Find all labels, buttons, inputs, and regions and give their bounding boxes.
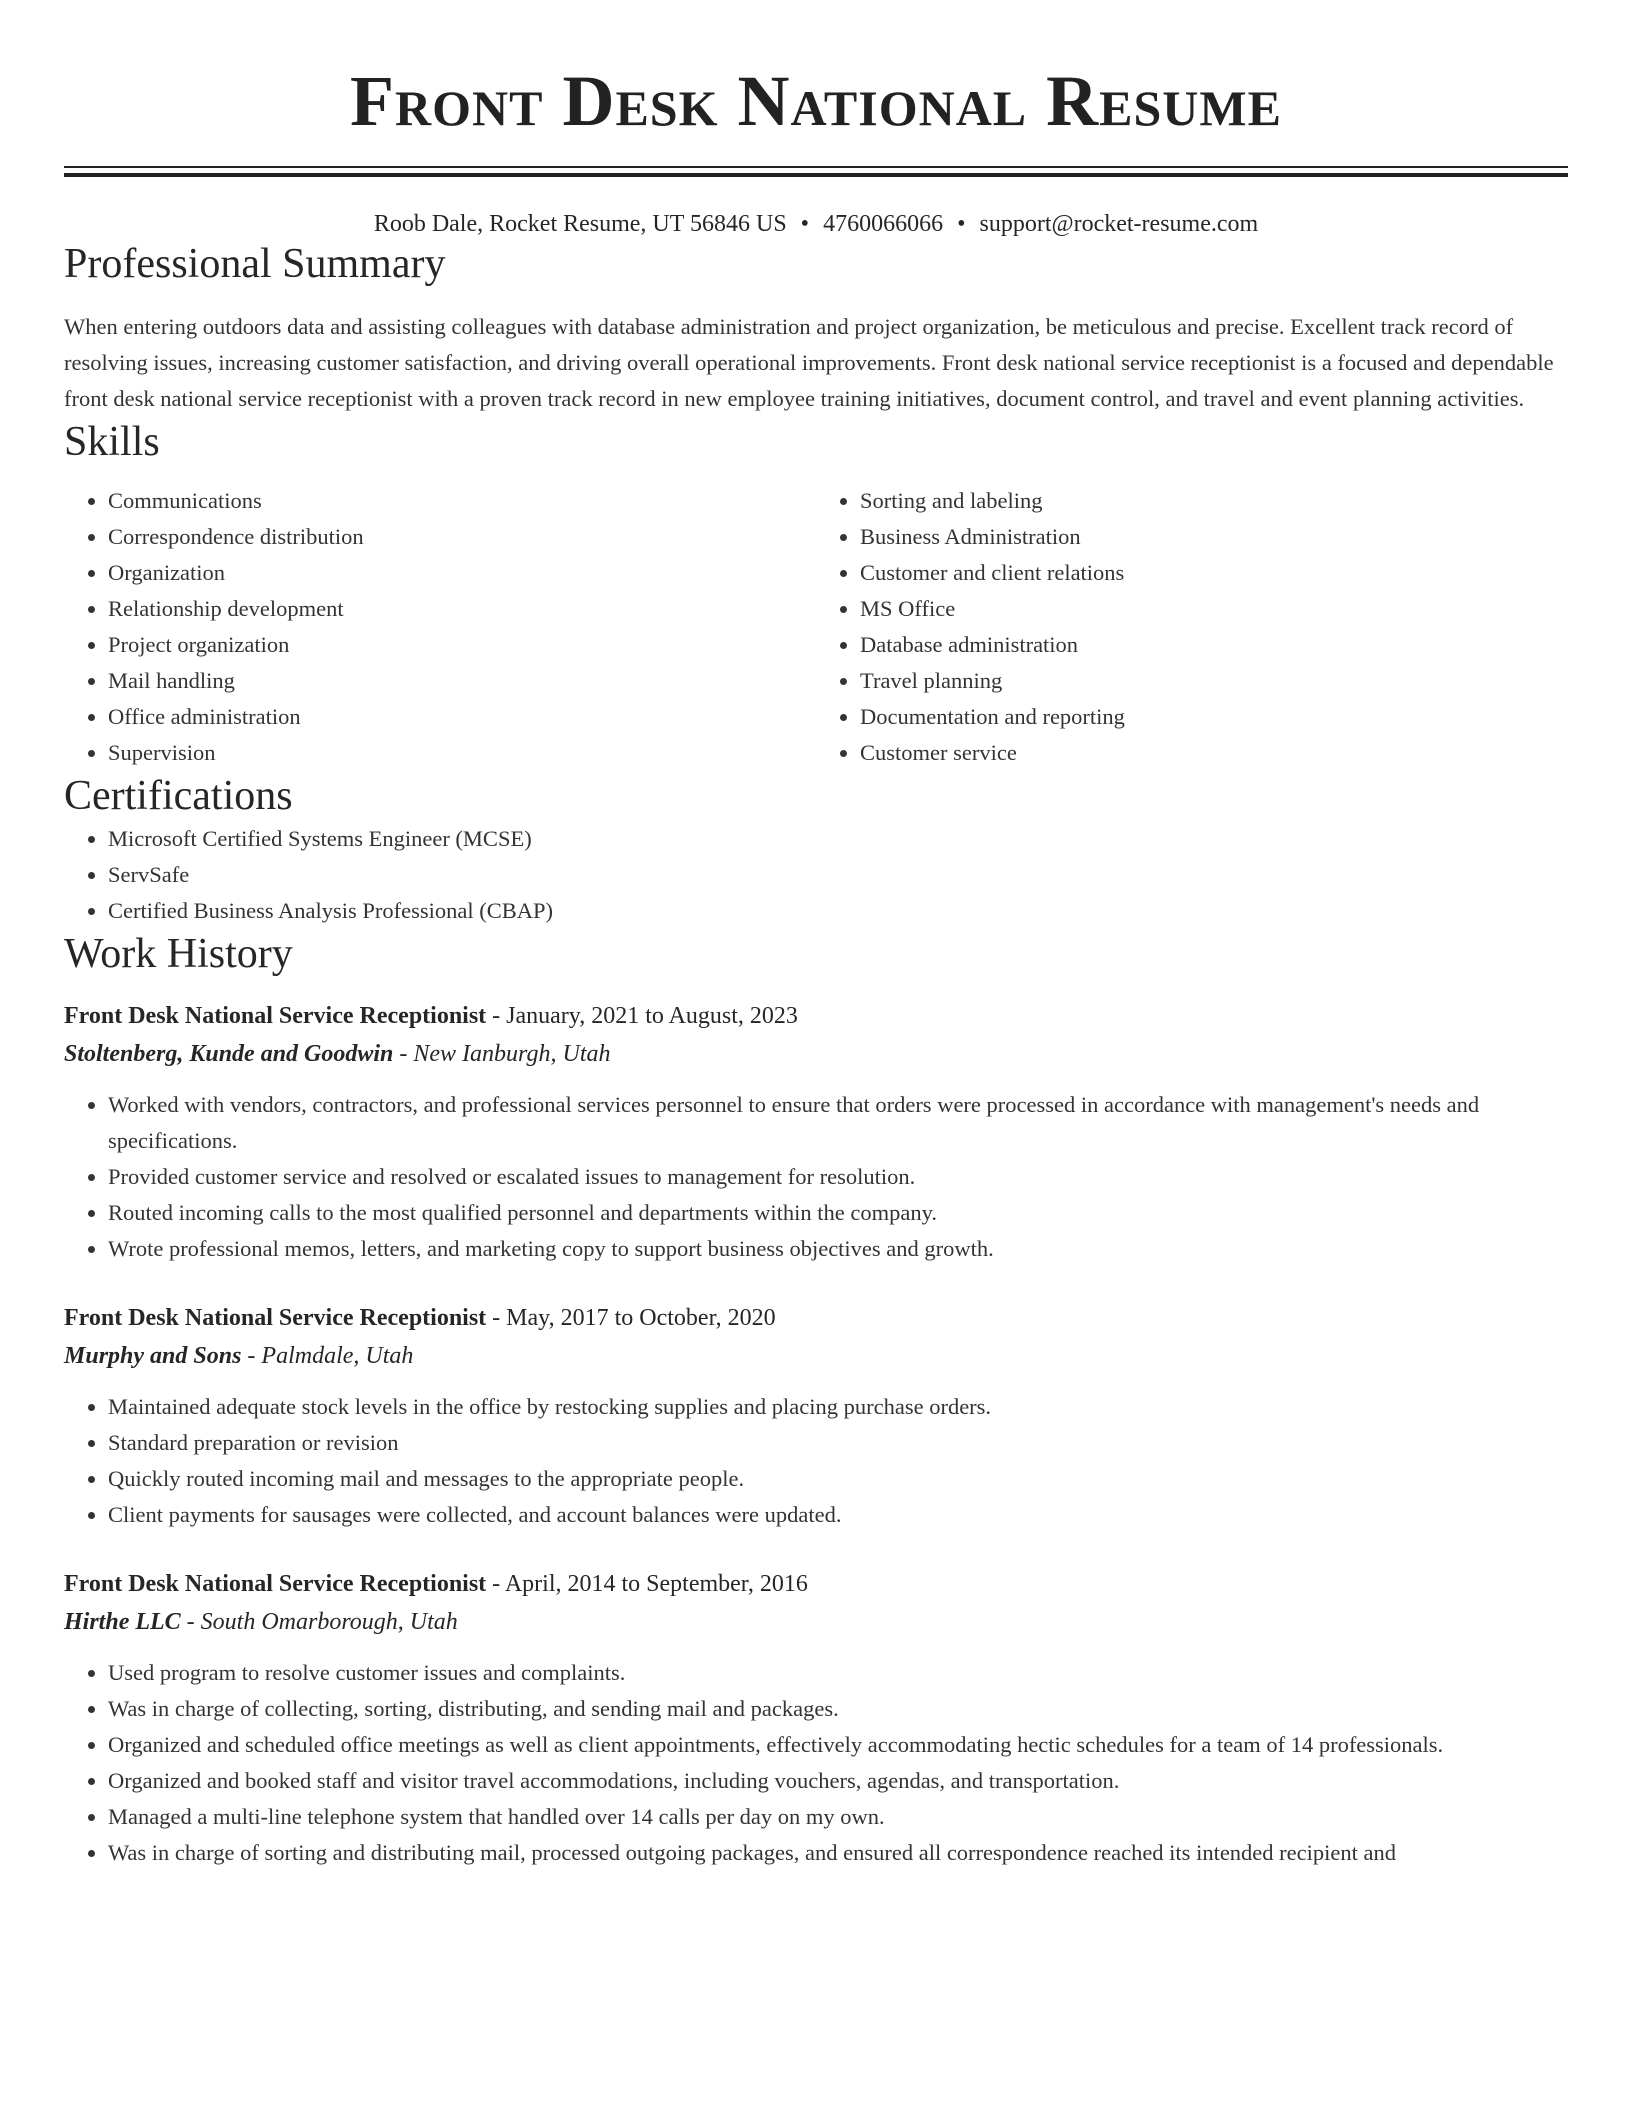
job-bullet: • Wrote professional memos, letters, and marketing copy to support business objectives and growth. [108, 1231, 1568, 1267]
skills-list-left [64, 483, 816, 771]
job-bullet: • Organized and booked staff and visitor travel accommodations, including vouchers, agendas, and transportation. [108, 1763, 1568, 1799]
job-title-line [64, 1299, 1568, 1337]
job-bullet: • Managed a multi-line telephone system that handled over 14 calls per day on my own. [108, 1799, 1568, 1835]
contact-line [64, 209, 1568, 239]
job-bullet: • Client payments for sausages were collected, and account balances were updated. [108, 1497, 1568, 1533]
job-title-line [64, 997, 1568, 1035]
job-title-line [64, 1565, 1568, 1603]
skill-item: • Customer and client relations [860, 555, 1568, 591]
section-heading-work-history: Work History [64, 931, 293, 977]
contact-email[interactable]: support@rocket-resume.com [979, 211, 1259, 237]
certifications-list [64, 821, 1568, 929]
job-entry [64, 1565, 1568, 1871]
job-dates: - April, 2014 to September, 2016 [486, 1571, 808, 1597]
job-location: - South Omarborough, Utah [180, 1609, 458, 1635]
job-bullet: • Was in charge of sorting and distributing mail, processed outgoing packages, and ensured all correspondence reached its intended recipient and [108, 1835, 1568, 1871]
job-bullet: • Was in charge of collecting, sorting, distributing, and sending mail and packages. [108, 1691, 1568, 1727]
skill-item: • Supervision [108, 735, 816, 771]
job-dates: - May, 2017 to October, 2020 [486, 1305, 776, 1331]
certification-item: • Certified Business Analysis Professional (CBAP) [108, 893, 1568, 929]
job-title: Front Desk National Service Receptionist [64, 1571, 487, 1597]
job-bullets [64, 1087, 1568, 1267]
job-bullet: • Maintained adequate stock levels in the office by restocking supplies and placing purchase orders. [108, 1389, 1568, 1425]
skill-item: • Customer service [860, 735, 1568, 771]
skill-item: • Communications [108, 483, 816, 519]
job-dates: - January, 2021 to August, 2023 [486, 1003, 798, 1029]
job-company: Hirthe LLC [64, 1609, 181, 1635]
skill-item: • Office administration [108, 699, 816, 735]
resume-page [64, 0, 1568, 1871]
job-company: Murphy and Sons [64, 1343, 242, 1369]
job-bullet: • Organized and scheduled office meetings as well as client appointments, effectively accommodating hectic schedules for a team of 14 professionals. [108, 1727, 1568, 1763]
section-heading-summary: Professional Summary [64, 241, 446, 287]
skill-item: • Organization [108, 555, 816, 591]
job-company: Stoltenberg, Kunde and Goodwin [64, 1041, 394, 1067]
job-entry [64, 1299, 1568, 1533]
title-double-rule [64, 166, 1568, 177]
job-entry [64, 997, 1568, 1267]
contact-separator: • [957, 211, 966, 237]
job-title: Front Desk National Service Receptionist [64, 1003, 487, 1029]
skill-item: • Correspondence distribution [108, 519, 816, 555]
job-location: - Palmdale, Utah [241, 1343, 414, 1369]
job-bullet: • Standard preparation or revision [108, 1425, 1568, 1461]
job-bullet: • Quickly routed incoming mail and messages to the appropriate people. [108, 1461, 1568, 1497]
skill-item: • Travel planning [860, 663, 1568, 699]
skill-item: • MS Office [860, 591, 1568, 627]
certification-item: • Microsoft Certified Systems Engineer (MCSE) [108, 821, 1568, 857]
contact-separator: • [800, 211, 810, 237]
skill-item: • Mail handling [108, 663, 816, 699]
job-bullet: • Provided customer service and resolved or escalated issues to management for resolution. [108, 1159, 1568, 1195]
skill-item: • Database administration [860, 627, 1568, 663]
job-bullets [64, 1655, 1568, 1871]
skill-item: • Documentation and reporting [860, 699, 1568, 735]
job-bullet: • Routed incoming calls to the most qualified personnel and departments within the company. [108, 1195, 1568, 1231]
resume-title: Front Desk National Resume [350, 61, 1282, 141]
skill-item: • Business Administration [860, 519, 1568, 555]
section-heading-skills: Skills [64, 419, 160, 465]
section-heading-certifications: Certifications [64, 773, 293, 819]
contact-phone: 4760066066 [823, 211, 944, 237]
job-company-line [64, 1603, 1568, 1641]
skill-item: • Project organization [108, 627, 816, 663]
job-bullet: • Used program to resolve customer issues and complaints. [108, 1655, 1568, 1691]
job-title: Front Desk National Service Receptionist [64, 1305, 487, 1331]
skill-item: • Sorting and labeling [860, 483, 1568, 519]
certification-item: • ServSafe [108, 857, 1568, 893]
summary-text: When entering outdoors data and assisting colleagues with database administration and project organization, be meticulous and precise. Excellent track record of resolving issues, increasing customer satisfaction, and driving overall operational improvements. Front desk national service receptionist is a focused and dependable front desk national service receptionist with a proven track record in new employee training initiatives, document control, and travel and event planning activities. [64, 314, 1554, 411]
skills-columns [64, 483, 1568, 771]
job-company-line [64, 1035, 1568, 1073]
skill-item: • Relationship development [108, 591, 816, 627]
skills-list-right [816, 483, 1568, 771]
job-bullets [64, 1389, 1568, 1533]
job-bullet: • Worked with vendors, contractors, and professional services personnel to ensure that orders were processed in accordance with management's needs and specifications. [108, 1087, 1568, 1159]
job-location: - New Ianburgh, Utah [393, 1041, 611, 1067]
contact-address: Roob Dale, Rocket Resume, UT 56846 US [373, 211, 787, 237]
job-company-line [64, 1337, 1568, 1375]
